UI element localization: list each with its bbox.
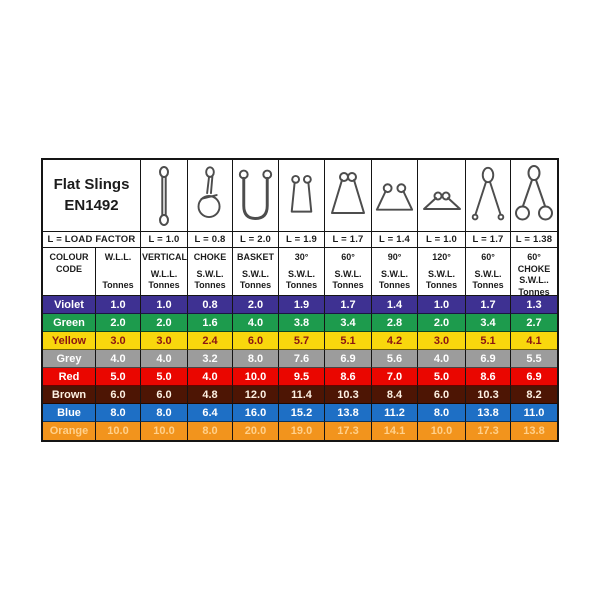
value-cell: 17.3	[325, 422, 372, 440]
value-cell: 5.0	[141, 368, 188, 386]
header-choke: CHOKE S.W.L. Tonnes	[188, 248, 233, 296]
value-cell: 8.0	[96, 404, 141, 422]
value-cell: 5.0	[96, 368, 141, 386]
value-cell: 4.0	[141, 350, 188, 368]
basket-60deg-icon	[325, 160, 372, 232]
value-cell: 0.8	[188, 296, 233, 314]
value-cell: 15.2	[279, 404, 325, 422]
value-cell: 10.0	[141, 422, 188, 440]
basket-120deg-icon	[418, 160, 466, 232]
value-cell: 1.9	[279, 296, 325, 314]
value-cell: 8.6	[325, 368, 372, 386]
load-factor-60deg: L = 1.7	[325, 232, 372, 248]
value-cell: 8.0	[418, 404, 466, 422]
row-label-green: Green	[43, 314, 96, 332]
header-vertical: VERTICAL W.L.L. Tonnes	[141, 248, 188, 296]
value-cell: 8.0	[188, 422, 233, 440]
value-cell: 5.6	[372, 350, 418, 368]
row-label-brown: Brown	[43, 386, 96, 404]
header-twoleg-60deg: 60° S.W.L. Tonnes	[466, 248, 511, 296]
value-cell: 7.6	[279, 350, 325, 368]
header-120deg: 120° S.W.L. Tonnes	[418, 248, 466, 296]
value-cell: 11.0	[511, 404, 557, 422]
value-cell: 3.0	[141, 332, 188, 350]
value-cell: 20.0	[233, 422, 279, 440]
value-cell: 4.0	[96, 350, 141, 368]
header-60deg: 60° S.W.L. Tonnes	[325, 248, 372, 296]
value-cell: 5.1	[466, 332, 511, 350]
value-cell: 1.7	[466, 296, 511, 314]
value-cell: 2.7	[511, 314, 557, 332]
value-cell: 6.9	[325, 350, 372, 368]
value-cell: 13.8	[325, 404, 372, 422]
load-factor-twoleg-choke: L = 1.38	[511, 232, 557, 248]
row-label-blue: Blue	[43, 404, 96, 422]
value-cell: 6.9	[511, 368, 557, 386]
choke-sling-icon	[188, 160, 233, 232]
value-cell: 2.0	[418, 314, 466, 332]
value-cell: 14.1	[372, 422, 418, 440]
load-factor-basket: L = 2.0	[233, 232, 279, 248]
vertical-sling-icon	[141, 160, 188, 232]
value-cell: 8.0	[233, 350, 279, 368]
value-cell: 3.8	[279, 314, 325, 332]
load-factor-120deg: L = 1.0	[418, 232, 466, 248]
row-label-yellow: Yellow	[43, 332, 96, 350]
value-cell: 1.7	[325, 296, 372, 314]
value-cell: 5.5	[511, 350, 557, 368]
value-cell: 10.0	[233, 368, 279, 386]
value-cell: 6.0	[233, 332, 279, 350]
value-cell: 2.8	[372, 314, 418, 332]
value-cell: 3.0	[96, 332, 141, 350]
value-cell: 5.1	[325, 332, 372, 350]
value-cell: 6.4	[188, 404, 233, 422]
header-30deg: 30° S.W.L. Tonnes	[279, 248, 325, 296]
value-cell: 5.7	[279, 332, 325, 350]
header-90deg: 90° S.W.L. Tonnes	[372, 248, 418, 296]
value-cell: 3.0	[418, 332, 466, 350]
value-cell: 2.4	[188, 332, 233, 350]
value-cell: 10.3	[325, 386, 372, 404]
value-cell: 2.0	[233, 296, 279, 314]
value-cell: 17.3	[466, 422, 511, 440]
load-factor-label: L = LOAD FACTOR	[43, 232, 141, 248]
table-title	[43, 160, 141, 232]
value-cell: 11.4	[279, 386, 325, 404]
value-cell: 8.4	[372, 386, 418, 404]
colour-code-header: COLOUR CODE	[43, 248, 96, 296]
value-cell: 10.0	[418, 422, 466, 440]
value-cell: 1.4	[372, 296, 418, 314]
value-cell: 16.0	[233, 404, 279, 422]
value-cell: 7.0	[372, 368, 418, 386]
value-cell: 4.2	[372, 332, 418, 350]
value-cell: 10.0	[96, 422, 141, 440]
value-cell: 4.8	[188, 386, 233, 404]
value-cell: 4.0	[188, 368, 233, 386]
value-cell: 3.4	[466, 314, 511, 332]
value-cell: 3.4	[325, 314, 372, 332]
two-leg-60deg-choke-icon	[511, 160, 557, 232]
two-leg-60deg-icon	[466, 160, 511, 232]
value-cell: 19.0	[279, 422, 325, 440]
value-cell: 8.0	[141, 404, 188, 422]
basket-sling-icon	[233, 160, 279, 232]
value-cell: 1.6	[188, 314, 233, 332]
value-cell: 12.0	[233, 386, 279, 404]
value-cell: 8.6	[466, 368, 511, 386]
value-cell: 3.2	[188, 350, 233, 368]
row-label-violet: Violet	[43, 296, 96, 314]
value-cell: 9.5	[279, 368, 325, 386]
load-factor-30deg: L = 1.9	[279, 232, 325, 248]
value-cell: 4.1	[511, 332, 557, 350]
row-label-red: Red	[43, 368, 96, 386]
value-cell: 6.0	[418, 386, 466, 404]
flat-slings-table	[41, 158, 559, 442]
value-cell: 2.0	[96, 314, 141, 332]
value-cell: 4.0	[418, 350, 466, 368]
value-cell: 1.0	[96, 296, 141, 314]
value-cell: 8.2	[511, 386, 557, 404]
value-cell: 13.8	[466, 404, 511, 422]
wll-header: W.L.L. Tonnes	[96, 248, 141, 296]
header-basket: BASKET S.W.L. Tonnes	[233, 248, 279, 296]
basket-90deg-icon	[372, 160, 418, 232]
load-factor-90deg: L = 1.4	[372, 232, 418, 248]
value-cell: 11.2	[372, 404, 418, 422]
value-cell: 5.0	[418, 368, 466, 386]
load-factor-vertical: L = 1.0	[141, 232, 188, 248]
value-cell: 2.0	[141, 314, 188, 332]
value-cell: 10.3	[466, 386, 511, 404]
value-cell: 6.9	[466, 350, 511, 368]
load-factor-choke: L = 0.8	[188, 232, 233, 248]
title-line1: Flat Slings	[53, 176, 130, 194]
value-cell: 1.0	[418, 296, 466, 314]
header-twoleg-choke: 60° CHOKE S.W.L.. Tonnes	[511, 248, 557, 296]
row-label-orange: Orange	[43, 422, 96, 440]
value-cell: 1.0	[141, 296, 188, 314]
value-cell: 4.0	[233, 314, 279, 332]
value-cell: 6.0	[96, 386, 141, 404]
value-cell: 1.3	[511, 296, 557, 314]
title-line2: EN1492	[64, 196, 119, 214]
value-cell: 13.8	[511, 422, 557, 440]
basket-30deg-icon	[279, 160, 325, 232]
value-cell: 6.0	[141, 386, 188, 404]
row-label-grey: Grey	[43, 350, 96, 368]
load-factor-twoleg-60deg: L = 1.7	[466, 232, 511, 248]
